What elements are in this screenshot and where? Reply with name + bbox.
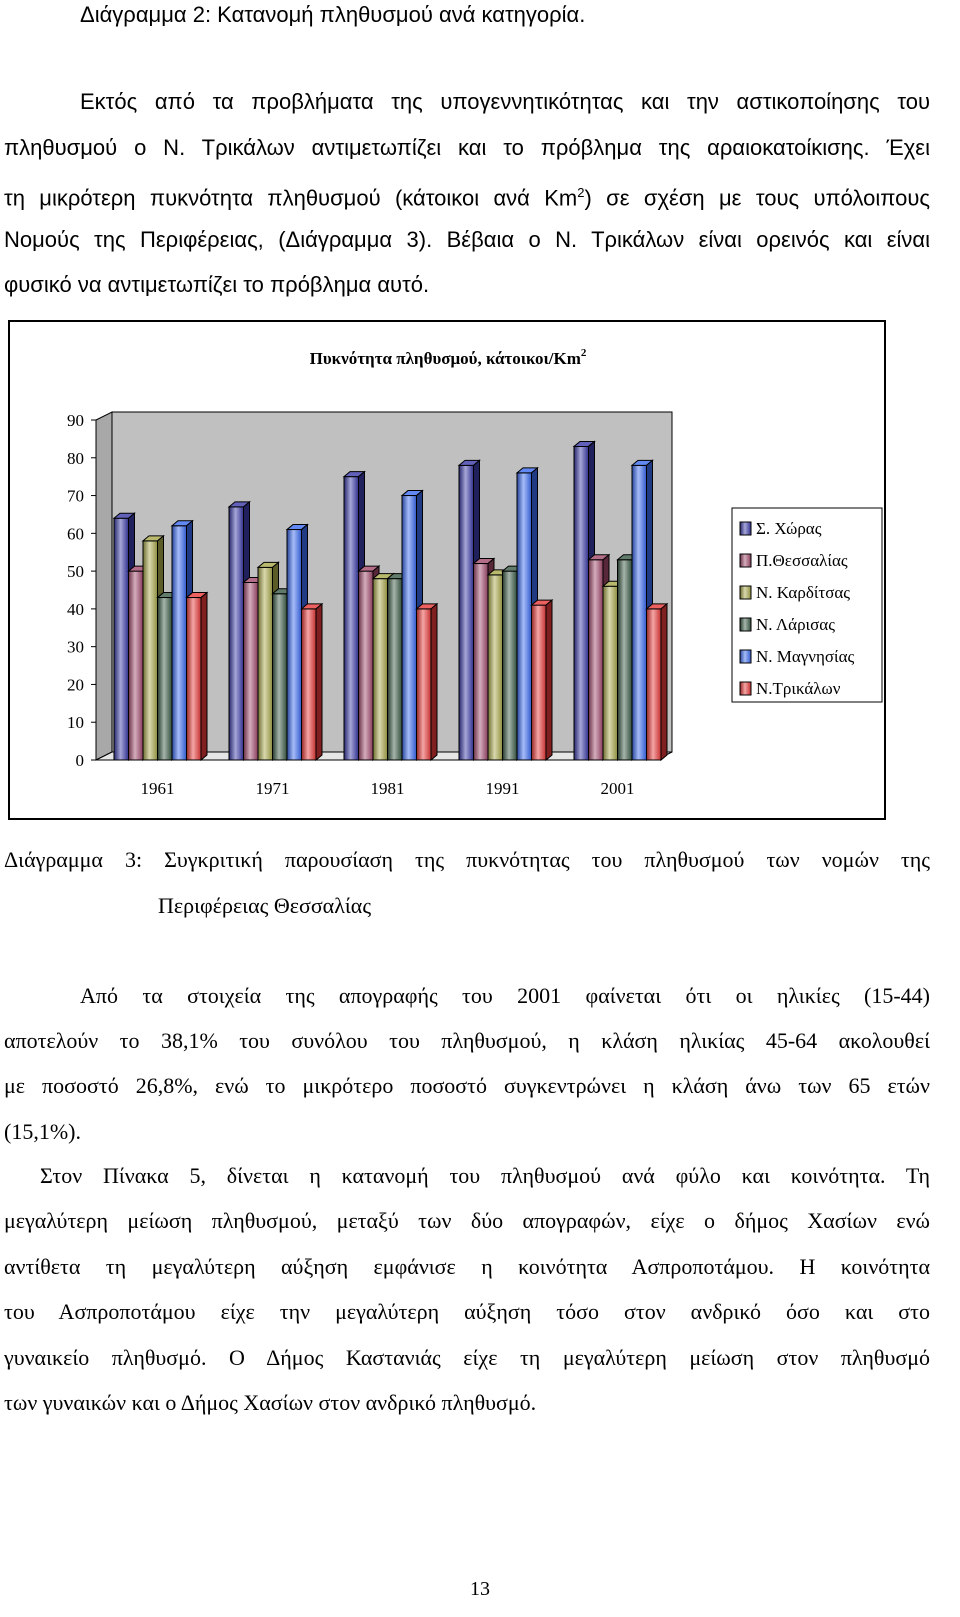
legend-label: Ν.Τρικάλων (756, 679, 841, 698)
legend-item (740, 583, 850, 602)
bar (302, 604, 323, 760)
y-tick-label: 0 (75, 751, 84, 770)
y-tick-label: 20 (67, 675, 84, 695)
chart-y-ticks (67, 411, 96, 770)
paragraph2-line-1: Από τα στοιχεία της απογραφής του 2001 φαίνεται ότι οι ηλικίες (15-44) (80, 983, 930, 1008)
legend-label: Σ. Χώρας (756, 519, 822, 538)
intro-line-2: πληθυσμού ο Ν. Τρικάλων αντιμετωπίζει και το πρόβλημα της αραιοκατοίκισης. Έχει (4, 135, 930, 160)
intro-line-3 (4, 180, 930, 211)
legend-label: Ν. Καρδίτσας (756, 583, 851, 602)
chart-title-sup: 2 (580, 347, 587, 359)
paragraph2-line-3: με ποσοστό 26,8%, ενώ το μικρότερο ποσοστό συγκεντρώνει η κλάση άνω των 65 ετών (4, 1073, 930, 1098)
page-number: 13 (470, 1578, 490, 1600)
intro-line-3-sup: 2 (577, 185, 585, 200)
paragraph3-line-4: του Ασπροποτάμου είχε την μεγαλύτερη αύξηση τόσο στον ανδρικό όσο και στο (4, 1299, 930, 1324)
header-caption: Διάγραμμα 2: Κατανομή πληθυσμού ανά κατηγορία. (80, 2, 586, 27)
density-chart (10, 322, 884, 818)
x-tick-label: 1961 (140, 779, 175, 798)
paragraph3-line-6: των γυναικών και ο Δήμος Χασίων στον ανδρικό πληθυσμό. (4, 1390, 537, 1415)
intro-line-4: Νομούς της Περιφέρειας, (Διάγραμμα 3). Βέβαια ο Ν. Τρικάλων είναι ορεινός και είναι (4, 227, 930, 252)
y-tick-label: 60 (67, 524, 84, 544)
chart-legend (732, 508, 882, 702)
bar (417, 604, 438, 760)
bar (187, 593, 208, 760)
y-tick-label: 30 (67, 637, 84, 657)
paragraph2-line-2: αποτελούν το 38,1% του συνόλου του πληθυσμού, η κλάση ηλικίας 45-64 ακολουθεί (4, 1028, 930, 1053)
y-tick-label: 70 (67, 486, 84, 506)
chart-title: Πυκνότητα πληθυσμού, κάτοικοι/Km$^2$ (309, 347, 587, 368)
intro-line-1: Εκτός από τα προβλήματα της υπογεννητικότητας και την αστικοποίησης του (80, 89, 930, 114)
chart-frame (8, 320, 886, 820)
bar (647, 604, 668, 760)
x-tick-label: 1981 (370, 779, 405, 798)
legend-swatch (740, 554, 751, 567)
y-tick-label: 40 (67, 599, 84, 619)
x-tick-label: 2001 (600, 779, 635, 798)
legend-label: Ν. Μαγνησίας (756, 647, 855, 666)
paragraph3-line-1: Στον Πίνακα 5, δίνεται η κατανομή του πληθυσμού ανά φύλο και κοινότητα. Τη (40, 1163, 930, 1188)
x-tick-label: 1971 (255, 779, 290, 798)
figure-caption-line-2: Περιφέρειας Θεσσαλίας (158, 893, 372, 918)
paragraph3-line-3: αντίθετα τη μεγαλύτερη αύξηση εμφάνισε η κοινότητα Ασπροποτάμου. Η κοινότητα (4, 1254, 930, 1279)
legend-swatch (740, 522, 751, 535)
legend-item (740, 679, 841, 698)
bar (532, 600, 553, 760)
chart-side-wall (96, 412, 112, 760)
y-tick-label: 10 (67, 713, 84, 733)
chart-x-ticks (141, 779, 635, 798)
paragraph3-line-2: μεγαλύτερη μείωση πληθυσμού, μεταξύ των δύο απογραφών, είχε ο δήμος Χασίων ενώ (4, 1208, 930, 1233)
legend-label: Ν. Λάρισας (756, 615, 835, 634)
y-tick-label: 90 (67, 411, 84, 430)
legend-swatch (740, 682, 751, 695)
legend-swatch (740, 650, 751, 663)
paragraph3-line-5: γυναικείο πληθυσμό. Ο Δήμος Καστανιάς είχε τη μεγαλύτερη μείωση στον πληθυσμό (4, 1345, 930, 1370)
legend-item (740, 551, 848, 570)
legend-swatch (740, 618, 751, 631)
legend-swatch (740, 586, 751, 599)
legend-label: Π.Θεσσαλίας (756, 551, 848, 570)
y-tick-label: 80 (67, 448, 84, 468)
legend-item (740, 647, 855, 666)
paragraph2-line-4: (15,1%). (4, 1119, 81, 1144)
intro-line-3-before: τη μικρότερη πυκνότητα πληθυσμού (κάτοικοι ανά Km (4, 185, 578, 211)
y-tick-label: 50 (67, 562, 84, 582)
x-tick-label: 1991 (485, 779, 520, 798)
intro-line-5: φυσικό να αντιμετωπίζει το πρόβλημα αυτό. (4, 272, 430, 297)
intro-line-3-after: ) σε σχέση με τους υπόλοιπους (584, 185, 931, 211)
figure-caption-line-1: Διάγραμμα 3: Συγκριτική παρουσίαση της πυκνότητας του πληθυσμού των νομών της (4, 847, 930, 872)
